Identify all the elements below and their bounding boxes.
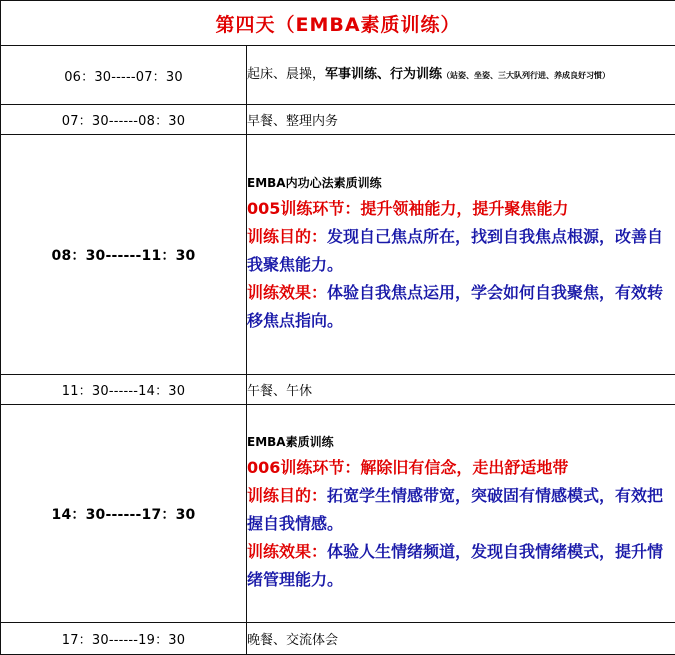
table-row [1,105,675,135]
table-row [1,135,675,375]
activity-cell: 午餐、午休 [247,375,675,405]
effect-text: 体验自我焦点运用，学会如何自我聚焦，有效转移焦点指向。 [247,283,663,330]
time-cell: 08：30------11：30 [1,135,247,375]
activity-note: （站姿、坐姿、三大队列行进、养成良好习惯） [442,71,610,80]
training-header: EMBA素质训练 [247,433,675,450]
goal-text: 发现自己焦点所在，找到自我焦点根源，改善自我聚焦能力。 [247,227,663,274]
time-cell: 14：30------17：30 [1,405,247,623]
goal-text: 拓宽学生情感带宽，突破固有情感模式，有效把握自我情感。 [247,486,663,533]
table-row [1,375,675,405]
title-row [1,1,675,46]
time-cell: 06：30-----07：30 [1,46,247,105]
time-cell: 17：30------19：30 [1,623,247,655]
activity-text: 起床、晨操， [247,67,325,82]
training-session: 006训练环节：解除旧有信念，走出舒适地带 [247,454,675,482]
training-goal [247,482,675,538]
activity-cell: 晚餐、交流体会 [247,623,675,655]
activity-cell: 早餐、整理内务 [247,105,675,135]
training-header: EMBA内功心法素质训练 [247,174,675,191]
schedule-title: 第四天（EMBA素质训练） [1,1,675,46]
training-block [247,405,675,623]
training-effect [247,538,675,594]
time-cell: 11：30------14：30 [1,375,247,405]
table-row [1,623,675,655]
training-block [247,135,675,375]
time-cell: 07：30------08：30 [1,105,247,135]
effect-text: 体验人生情绪频道，发现自我情绪模式，提升情绪管理能力。 [247,542,663,589]
training-goal [247,223,675,279]
goal-label: 训练目的： [247,486,327,505]
training-session: 005训练环节：提升领袖能力，提升聚焦能力 [247,195,675,223]
table-row [1,405,675,623]
training-effect [247,279,675,335]
activity-bold-text: 军事训练、行为训练 [325,67,442,82]
goal-label: 训练目的： [247,227,327,246]
table-row [1,46,675,105]
activity-cell [247,46,675,105]
effect-label: 训练效果： [247,283,327,302]
effect-label: 训练效果： [247,542,327,561]
